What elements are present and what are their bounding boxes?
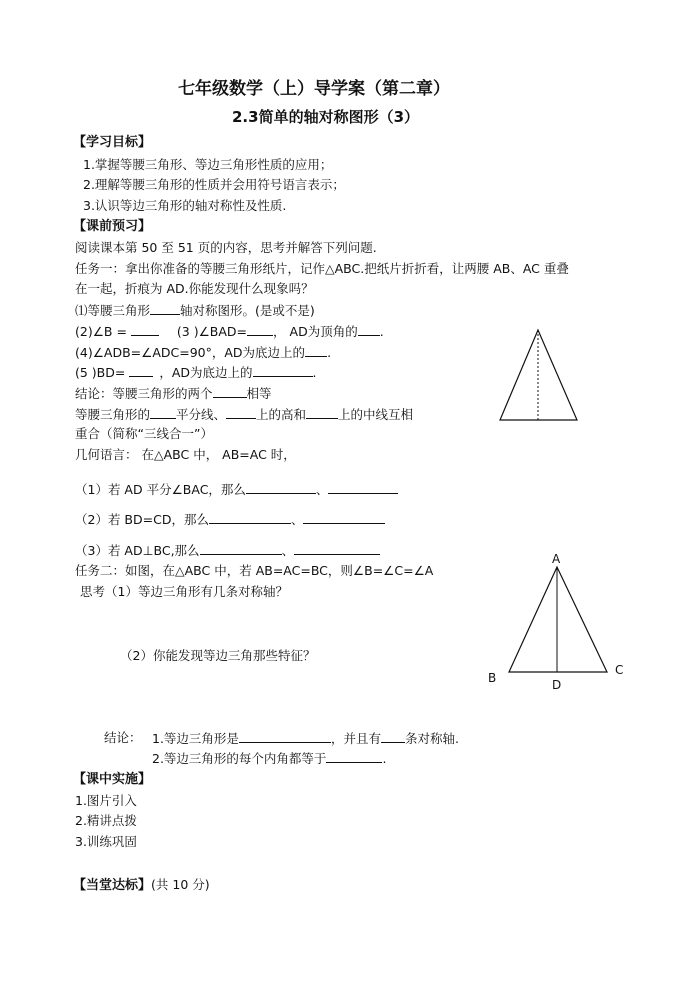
g1-text-a: （1）若 AD 平分∠BAC，那么 <box>75 482 246 497</box>
task1-question-4 <box>75 344 331 361</box>
q1-text-b: 轴对称图形。(是或不是) <box>180 303 315 318</box>
t2c2-text-b: . <box>382 751 387 766</box>
task1-question-2-3 <box>75 323 384 340</box>
g2-text-a: （2）若 BD=CD，那么 <box>75 512 209 527</box>
c2-text-a: 等腰三角形的 <box>75 407 151 422</box>
q4-blank[interactable] <box>305 344 327 357</box>
q3-text-b: ， AD为顶角的 <box>273 324 358 339</box>
equilateral-triangle <box>509 567 607 672</box>
q3-blank-2[interactable] <box>358 323 380 336</box>
c2-text-c: 上的高和 <box>256 407 307 422</box>
q5-text-b: ，AD为底边上的 <box>159 365 253 380</box>
task2-conclusion-2 <box>152 750 386 767</box>
q5-text-a: (5 )BD= <box>75 365 130 380</box>
class-impl-item: 1.图片引入 <box>75 793 137 808</box>
q2-text-a: (2)∠B = <box>75 324 131 339</box>
t2c1-text-c: 条对称轴. <box>404 731 459 746</box>
vertex-label-b: B <box>488 671 497 685</box>
task1-line1: 任务一：拿出你准备的等腰三角形纸片，记作△ABC.把纸片折折看，让两腰 AB、AC 重叠 <box>75 261 569 276</box>
g3-blank-2[interactable] <box>294 542 380 555</box>
task1-question-5 <box>75 364 317 381</box>
c2-text-d: 上的中线互相 <box>338 407 414 422</box>
c1-blank[interactable] <box>213 385 247 398</box>
task2-conclusion-label: 结论： <box>104 730 142 745</box>
task1-line2: 在一起，折痕为 AD.你能发现什么现象吗？ <box>75 281 314 296</box>
geo-case-3 <box>75 542 380 559</box>
c1-text-a: 结论：等腰三角形的两个 <box>75 386 213 401</box>
g3-text-b: 、 <box>281 543 295 558</box>
c2-blank-3[interactable] <box>306 406 338 419</box>
q3-blank-1[interactable] <box>247 323 273 336</box>
task2-line1: 任务二：如图，在△ABC 中，若 AB=AC=BC，则∠B=∠C=∠A <box>75 563 434 578</box>
page-title: 七年级数学（上）导学案（第二章） <box>178 79 450 99</box>
g1-text-b: 、 <box>315 482 329 497</box>
g2-blank-1[interactable] <box>209 511 291 524</box>
t2c1-text-b: ，并且有 <box>330 731 381 746</box>
t2c2-text-a: 2.等边三角形的每个内角都等于 <box>152 751 327 766</box>
objective-item: 3.认识等边三角形的轴对称性及性质. <box>83 198 287 213</box>
class-impl-item: 3.训练巩固 <box>75 834 137 849</box>
geometry-language: 几何语言： 在△ABC 中， AB=AC 时， <box>75 447 296 462</box>
conclusion-line-1 <box>75 385 272 402</box>
g1-blank-2[interactable] <box>328 481 398 494</box>
vertex-label-a: A <box>552 552 561 566</box>
q4-text-a: (4)∠ADB=∠ADC=90°，AD为底边上的 <box>75 345 306 360</box>
geo-case-1 <box>75 481 398 498</box>
task2-think-1: 思考（1）等边三角形有几条对称轴？ <box>80 584 288 599</box>
vertex-label-c: C <box>615 663 624 677</box>
t2c1-blank-1[interactable] <box>239 730 331 743</box>
objective-item: 1.掌握等腰三角形、等边三角形性质的应用； <box>83 157 333 172</box>
task2-think-2: （2）你能发现等边三角那些特征？ <box>120 648 316 663</box>
c2-text-b: 平分线、 <box>176 407 227 422</box>
class-impl-item: 2.精讲点拨 <box>75 813 137 828</box>
g2-blank-2[interactable] <box>303 511 385 524</box>
c1-text-b: 相等 <box>246 386 272 401</box>
page-subtitle: 2.3简单的轴对称图形（3） <box>232 108 420 126</box>
conclusion-line-3: 重合（简称“三线合一”） <box>75 426 213 441</box>
q3-text-c: . <box>379 324 384 339</box>
preview-heading: 【课前预习】 <box>73 219 152 234</box>
c2-blank-2[interactable] <box>226 406 256 419</box>
objectives-heading: 【学习目标】 <box>73 135 152 150</box>
g2-text-b: 、 <box>290 512 304 527</box>
g1-blank-1[interactable] <box>246 481 316 494</box>
preview-intro: 阅读课本第 50 至 51 页的内容，思考并解答下列问题. <box>75 240 377 255</box>
point-label-d: D <box>552 678 562 692</box>
conclusion-line-2 <box>75 406 413 423</box>
q5-blank-1[interactable] <box>129 364 153 377</box>
q5-blank-2[interactable] <box>253 364 313 377</box>
q1-text-a: ⑴等腰三角形 <box>75 303 151 318</box>
q4-text-b: . <box>327 345 332 360</box>
t2c1-text-a: 1.等边三角形是 <box>152 731 239 746</box>
c2-blank-1[interactable] <box>150 406 176 419</box>
q2-blank[interactable] <box>131 323 159 336</box>
task1-question-1 <box>75 302 315 319</box>
q1-blank[interactable] <box>150 302 180 315</box>
t2c1-blank-2[interactable] <box>381 730 405 743</box>
task2-conclusion-1 <box>152 730 459 747</box>
isosceles-triangle <box>500 330 577 420</box>
objective-item: 2.理解等腰三角形的性质并会用符号语言表示； <box>83 177 345 192</box>
g3-text-a: （3）若 AD⊥BC,那么 <box>75 543 200 558</box>
q3-text-a: (3 )∠BAD= <box>176 324 248 339</box>
g3-blank-1[interactable] <box>200 542 282 555</box>
geo-case-2 <box>75 511 385 528</box>
q5-text-c: . <box>312 365 317 380</box>
assessment-score: (共 10 分) <box>151 877 210 892</box>
t2c2-blank[interactable] <box>326 750 382 763</box>
assessment-heading: 【当堂达标】 <box>73 878 152 893</box>
class-impl-heading: 【课中实施】 <box>73 772 152 787</box>
assessment-line <box>73 877 210 894</box>
